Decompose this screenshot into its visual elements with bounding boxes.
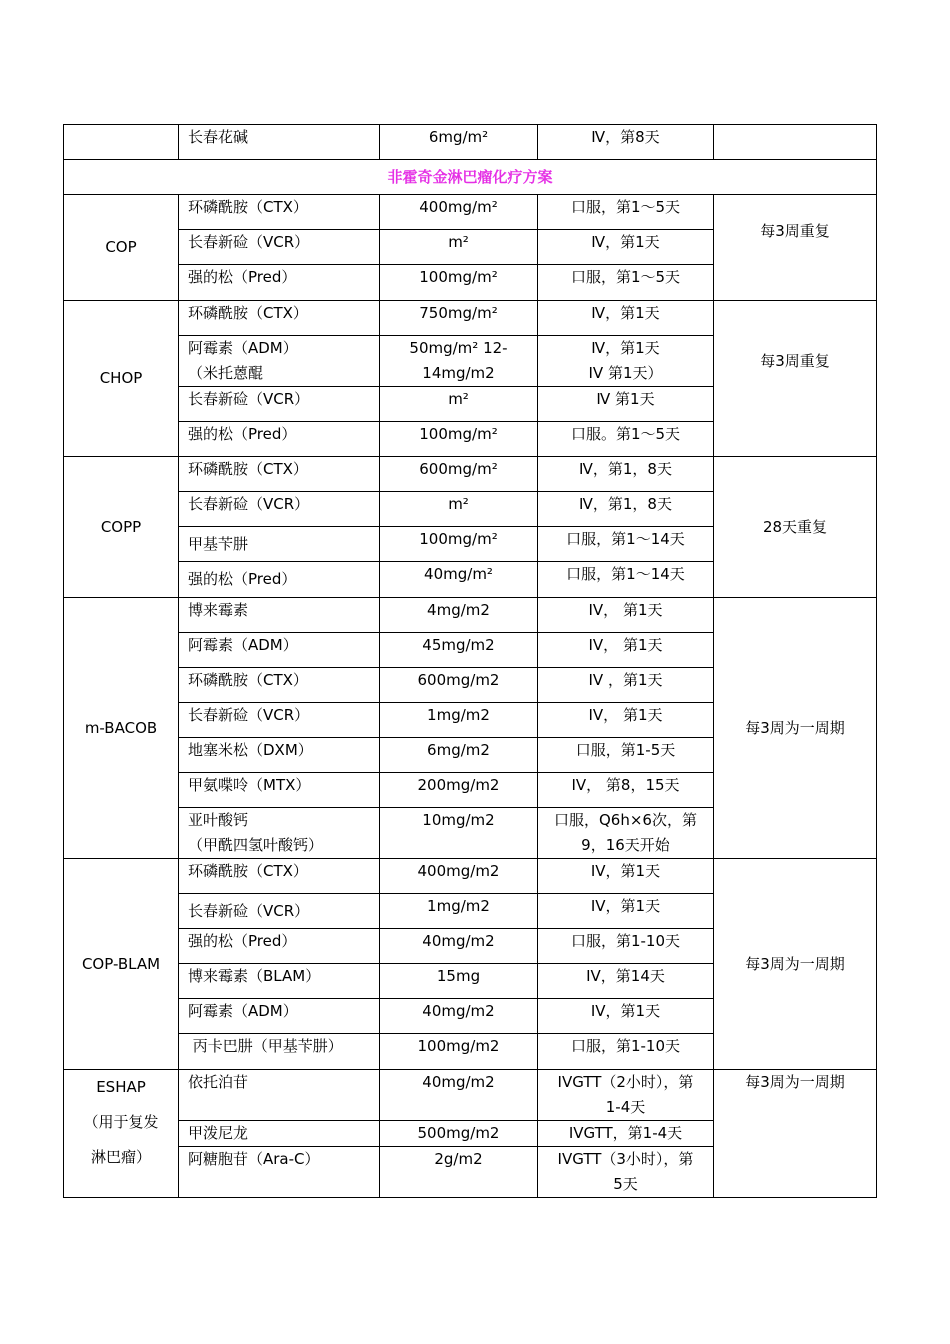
regimen-name: CHOP bbox=[64, 301, 179, 457]
route-cell: IV， 第8，15天 bbox=[538, 773, 714, 808]
route-cell: IVGTT（3小时），第 5天 bbox=[538, 1147, 714, 1198]
route-cell: 口服，第1-10天 bbox=[538, 1034, 714, 1070]
regimen-name: COPP bbox=[64, 457, 179, 598]
dose-cell: 15mg bbox=[380, 964, 538, 999]
dose-cell: 40mg/m2 bbox=[380, 929, 538, 964]
drug-cell: 博来霉素（BLAM） bbox=[179, 964, 380, 999]
drug-cell: 甲基苄肼 bbox=[179, 527, 380, 562]
drug-cell: 强的松（Pred） bbox=[179, 422, 380, 457]
table-row bbox=[64, 457, 877, 492]
dose-cell: 40mg/m2 bbox=[380, 1070, 538, 1121]
dose-cell: 600mg/m² bbox=[380, 457, 538, 492]
route-cell: IV，第1天 bbox=[538, 859, 714, 894]
dose-cell: m² bbox=[380, 492, 538, 527]
dose-cell: 400mg/m2 bbox=[380, 859, 538, 894]
drug-cell: 长春新硷（VCR） bbox=[179, 387, 380, 422]
table-row bbox=[64, 195, 877, 230]
drug-cell: 长春新硷（VCR） bbox=[179, 492, 380, 527]
drug-cell: 环磷酰胺（CTX） bbox=[179, 457, 380, 492]
dose-cell: 6mg/m² bbox=[380, 125, 538, 160]
cycle-cell: 每3周重复 bbox=[714, 301, 877, 457]
cycle-cell: 每3周为一周期 bbox=[714, 859, 877, 1070]
cycle-cell: 每3周为一周期 bbox=[714, 598, 877, 859]
drug-cell: 地塞米松（DXM） bbox=[179, 738, 380, 773]
regimen-name: COP-BLAM bbox=[64, 859, 179, 1070]
dose-cell: 2g/m2 bbox=[380, 1147, 538, 1198]
dose-cell: 400mg/m² bbox=[380, 195, 538, 230]
route-cell: 口服，第1-5天 bbox=[538, 738, 714, 773]
regimen-name: m-BACOB bbox=[64, 598, 179, 859]
route-cell: IV ，第1天 bbox=[538, 668, 714, 703]
route-cell: 口服，第1～5天 bbox=[538, 265, 714, 301]
route-cell: Ⅳ，第1，8天 bbox=[538, 457, 714, 492]
drug-cell: 阿霉素（ADM） bbox=[179, 999, 380, 1034]
route-cell: 口服，第1～14天 bbox=[538, 562, 714, 598]
route-cell: 口服，第1-10天 bbox=[538, 929, 714, 964]
drug-cell: 亚叶酸钙 （甲酰四氢叶酸钙） bbox=[179, 808, 380, 859]
drug-cell: 甲氨喋呤（MTX） bbox=[179, 773, 380, 808]
cycle-cell: 每3周重复 bbox=[714, 195, 877, 301]
route-cell: IVGTT，第1-4天 bbox=[538, 1121, 714, 1147]
drug-cell: 阿糖胞苷（Ara-C） bbox=[179, 1147, 380, 1198]
route-cell: IV，第14天 bbox=[538, 964, 714, 999]
route-cell: Ⅳ，第1天 bbox=[538, 301, 714, 336]
dose-cell: 50mg/m² 12- 14mg/m2 bbox=[380, 336, 538, 387]
dose-cell: 10mg/m2 bbox=[380, 808, 538, 859]
cycle-cell: 每3周为一周期 bbox=[714, 1070, 877, 1198]
dose-cell: 40mg/m² bbox=[380, 562, 538, 598]
dose-cell: 6mg/m2 bbox=[380, 738, 538, 773]
drug-cell: 博来霉素 bbox=[179, 598, 380, 633]
drug-cell: 长春新硷（VCR） bbox=[179, 703, 380, 738]
route-cell: Ⅳ，第1天 bbox=[538, 230, 714, 265]
table-row bbox=[64, 598, 877, 633]
dose-cell: 100mg/m² bbox=[380, 265, 538, 301]
drug-cell: 环磷酰胺（CTX） bbox=[179, 301, 380, 336]
regimen-name-cell bbox=[64, 125, 179, 160]
drug-cell: 环磷酰胺（CTX） bbox=[179, 668, 380, 703]
drug-cell: 强的松（Pred） bbox=[179, 562, 380, 598]
dose-cell: 100mg/m² bbox=[380, 527, 538, 562]
drug-cell: 强的松（Pred） bbox=[179, 265, 380, 301]
route-cell: Ⅳ，第8天 bbox=[538, 125, 714, 160]
dose-cell: 4mg/m2 bbox=[380, 598, 538, 633]
drug-cell: 丙卡巴肼（甲基苄肼） bbox=[179, 1034, 380, 1070]
route-cell: IV， 第1天 bbox=[538, 703, 714, 738]
route-cell: IVGTT（2小时），第 1-4天 bbox=[538, 1070, 714, 1121]
dose-cell: 200mg/m2 bbox=[380, 773, 538, 808]
route-cell: IV，第1天 bbox=[538, 999, 714, 1034]
dose-cell: 750mg/m² bbox=[380, 301, 538, 336]
table-row bbox=[64, 301, 877, 336]
drug-cell: 环磷酰胺（CTX） bbox=[179, 195, 380, 230]
table-row bbox=[64, 1070, 877, 1121]
route-cell: IV， 第1天 bbox=[538, 598, 714, 633]
regimen-name: ESHAP （用于复发 淋巴瘤） bbox=[64, 1070, 179, 1198]
drug-cell: 强的松（Pred） bbox=[179, 929, 380, 964]
dose-cell: m² bbox=[380, 387, 538, 422]
route-cell: IV， 第1天 bbox=[538, 633, 714, 668]
dose-cell: 100mg/m2 bbox=[380, 1034, 538, 1070]
drug-cell: 阿霉素（ADM） （米托蒽醌 bbox=[179, 336, 380, 387]
table-row bbox=[64, 125, 877, 160]
drug-cell: 长春新硷（VCR） bbox=[179, 894, 380, 929]
cycle-cell bbox=[714, 125, 877, 160]
route-cell: 口服，第1～5天 bbox=[538, 195, 714, 230]
route-cell: 口服。第1～5天 bbox=[538, 422, 714, 457]
dose-cell: 40mg/m2 bbox=[380, 999, 538, 1034]
route-cell: Ⅳ 第1天 bbox=[538, 387, 714, 422]
route-cell: 口服，Q6h×6次，第 9，16天开始 bbox=[538, 808, 714, 859]
route-cell: 口服，第1～14天 bbox=[538, 527, 714, 562]
dose-cell: 500mg/m2 bbox=[380, 1121, 538, 1147]
dose-cell: 600mg/m2 bbox=[380, 668, 538, 703]
dose-cell: m² bbox=[380, 230, 538, 265]
drug-cell: 环磷酰胺（CTX） bbox=[179, 859, 380, 894]
route-cell: Ⅳ，第1天 IV 第1天） bbox=[538, 336, 714, 387]
table-row bbox=[64, 859, 877, 894]
drug-cell: 甲泼尼龙 bbox=[179, 1121, 380, 1147]
section-title-row bbox=[64, 160, 877, 195]
dose-cell: 45mg/m2 bbox=[380, 633, 538, 668]
dose-cell: 100mg/m² bbox=[380, 422, 538, 457]
drug-cell: 长春花碱 bbox=[179, 125, 380, 160]
cycle-cell: 28天重复 bbox=[714, 457, 877, 598]
drug-cell: 长春新硷（VCR） bbox=[179, 230, 380, 265]
section-title: 非霍奇金淋巴瘤化疗方案 bbox=[64, 160, 877, 195]
dose-cell: 1mg/m2 bbox=[380, 703, 538, 738]
route-cell: IV，第1天 bbox=[538, 894, 714, 929]
dose-cell: 1mg/m2 bbox=[380, 894, 538, 929]
route-cell: Ⅳ，第1，8天 bbox=[538, 492, 714, 527]
drug-cell: 依托泊苷 bbox=[179, 1070, 380, 1121]
drug-cell: 阿霉素（ADM） bbox=[179, 633, 380, 668]
regimen-name: COP bbox=[64, 195, 179, 301]
regimen-table bbox=[63, 124, 877, 1198]
